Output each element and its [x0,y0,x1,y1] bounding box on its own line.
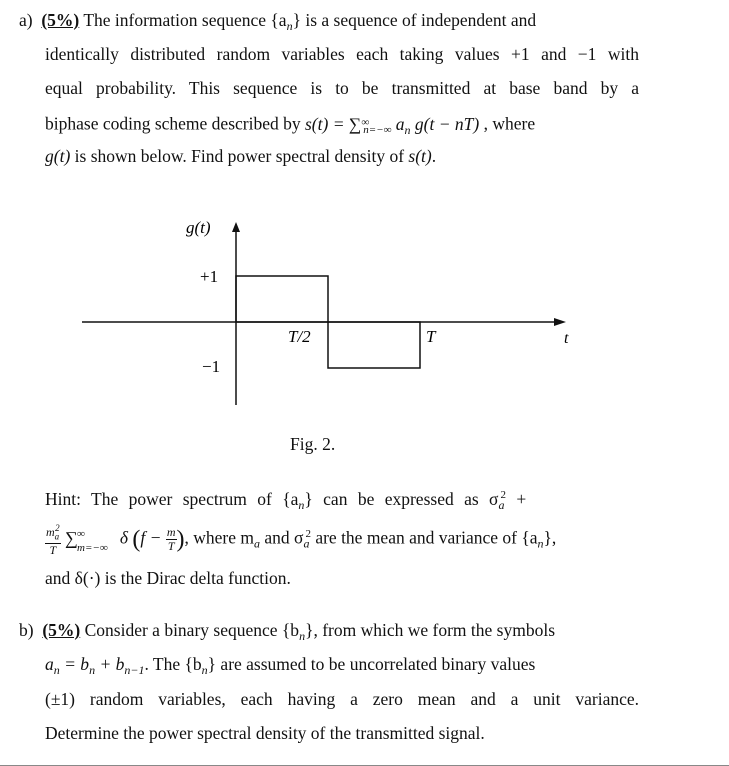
part-a-line-3: equal probability. This sequence is to be transmitted at base band by a [45,78,639,98]
hint-line-2: $\frac{m_a^2}{T}$ ∑ ∞ m=−∞ δ (f − $\frac{m}{T}$ ), where $m_a$ and $\sigma_a^2$ are the mean and variance of $\{a_n\}$, [46,523,557,558]
part-a-line-1 [19,9,639,37]
x-axis-label: t [564,330,569,347]
x-axis-arrow [554,318,566,326]
period-label: T [426,327,436,346]
signal-formula: $s(t) = \sum^\infty_{n=-\infty}$ $a_n$ g(t − nT) [305,113,480,137]
waveform-figure [0,200,729,410]
part-a-label: a) [19,10,33,30]
mean-squared-over-period: $\frac{m_a^2}{T}$ [46,523,60,558]
half-period-label: T/2 [288,327,311,346]
part-b-line-2: $a_n = b_n + b_{n-1}$. The $\{b_n\}$ are assumed to be uncorrelated binary values [45,654,536,677]
part-b-line-3: (±1) random variables, each having a zero mean and a unit variance. [45,689,639,709]
y-axis-arrow [232,222,240,232]
part-a-line-5: g(t) is shown below. Find power spectral density of s(t). [45,146,437,166]
positive-half-pulse [236,276,328,322]
part-b-line-4: Determine the power spectral density of the transmitted signal. [45,723,485,743]
part-b-label: b) [19,620,34,640]
part-b-points: (5%) [42,620,81,640]
y-axis-label: g(t) [186,218,211,237]
hint-line-3: and δ(·) is the Dirac delta function. [45,568,291,588]
part-a-text-1: The information sequence $\{a_n\}$ is a sequence of independent and [83,10,537,33]
plus-one-label: +1 [200,267,219,286]
part-b-line-1: b) (5%) Consider a binary sequence $\{b_n\}$, from which we form the symbols [19,620,556,643]
minus-one-label: −1 [202,357,221,376]
part-a-line-2: identically distributed random variables each taking values +1 and −1 with [45,44,639,64]
part-a-points: (5%) [41,10,80,30]
part-a-line-4: biphase coding scheme described by $s(t) = \sum^\infty_{n=-\infty}$ $a_n$ g(t − nT) , where [45,113,536,137]
figure-caption: Fig. 2. [290,434,336,454]
negative-half-pulse [328,322,420,368]
hint-line-1: Hint: The power spectrum of $\{a_n\}$ can be expressed as $\sigma_a^2$ + [45,489,527,512]
